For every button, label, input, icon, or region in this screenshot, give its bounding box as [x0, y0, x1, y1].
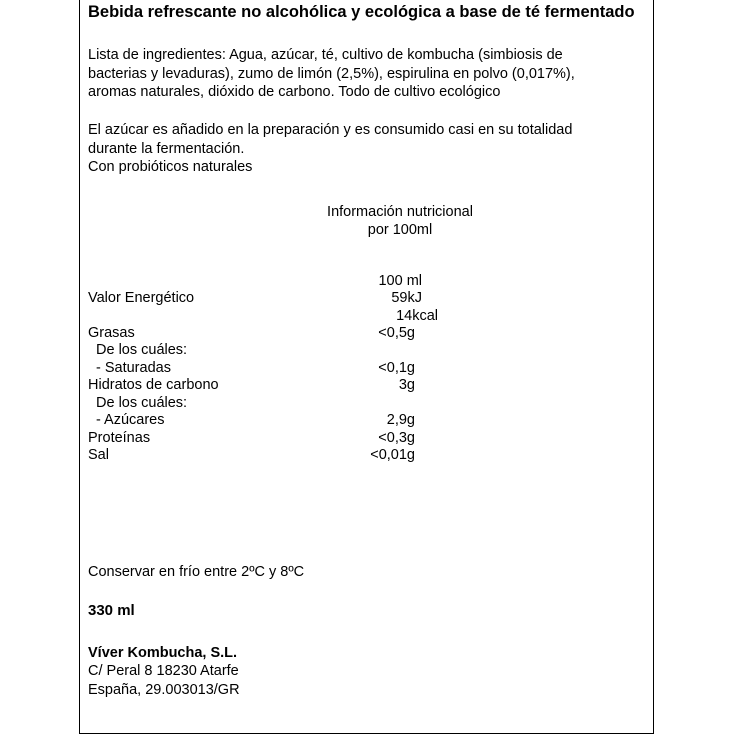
company-country-registration: España, 29.003013/GR — [88, 682, 240, 698]
probiotics-note: Con probióticos naturales — [88, 159, 253, 175]
sugar-note: El azúcar es añadido en la preparación y es consumido casi en su totalidad durante la fermentación. — [88, 122, 573, 157]
nutrition-header-subtitle: por 100ml — [367, 222, 433, 238]
nutrition-row-label: Grasas — [88, 325, 135, 341]
product-title: Bebida refrescante no alcohólica y ecológica a base de té fermentado — [88, 3, 635, 21]
nutrition-row-label: De los cuáles: — [96, 395, 188, 411]
nutrition-row-label: Proteínas — [88, 430, 151, 446]
nutrition-row-value: 3g — [398, 377, 415, 393]
nutrition-row-label: - Saturadas — [96, 360, 171, 376]
nutrition-row-value: <0,3g — [378, 430, 415, 446]
nutrition-row-label: - Azúcares — [96, 412, 165, 428]
company-address: C/ Peral 8 18230 Atarfe — [88, 663, 239, 679]
nutrition-column-header: 100 ml — [378, 273, 422, 289]
nutrition-row-value: <0,01g — [370, 447, 415, 463]
net-volume: 330 ml — [88, 602, 135, 619]
nutrition-row-label: Sal — [88, 447, 109, 463]
nutrition-row-value: <0,1g — [378, 360, 415, 376]
nutrition-row-value: 2,9g — [386, 412, 415, 428]
energy-kj-value: 59kJ — [391, 290, 422, 306]
ingredients-list: Lista de ingredientes: Agua, azúcar, té, cultivo de kombucha (simbiosis de bacterias y levaduras), zumo de limón (2,5%), espirulina en polvo (0,017%), aromas naturales, dióxido de carbono. Todo de cultivo ecológico — [88, 47, 575, 100]
energy-label: Valor Energético — [88, 290, 195, 306]
storage-instructions: Conservar en frío entre 2ºC y 8ºC — [88, 564, 305, 580]
nutrition-header-title: Información nutricional — [327, 204, 473, 220]
company-name: Víver Kombucha, S.L. — [88, 645, 238, 661]
label-frame — [79, 0, 654, 734]
energy-kcal-value: 14kcal — [396, 308, 438, 324]
nutrition-row-value: <0,5g — [378, 325, 415, 341]
nutrition-row-label: Hidratos de carbono — [88, 377, 219, 393]
nutrition-row-label: De los cuáles: — [96, 342, 188, 358]
